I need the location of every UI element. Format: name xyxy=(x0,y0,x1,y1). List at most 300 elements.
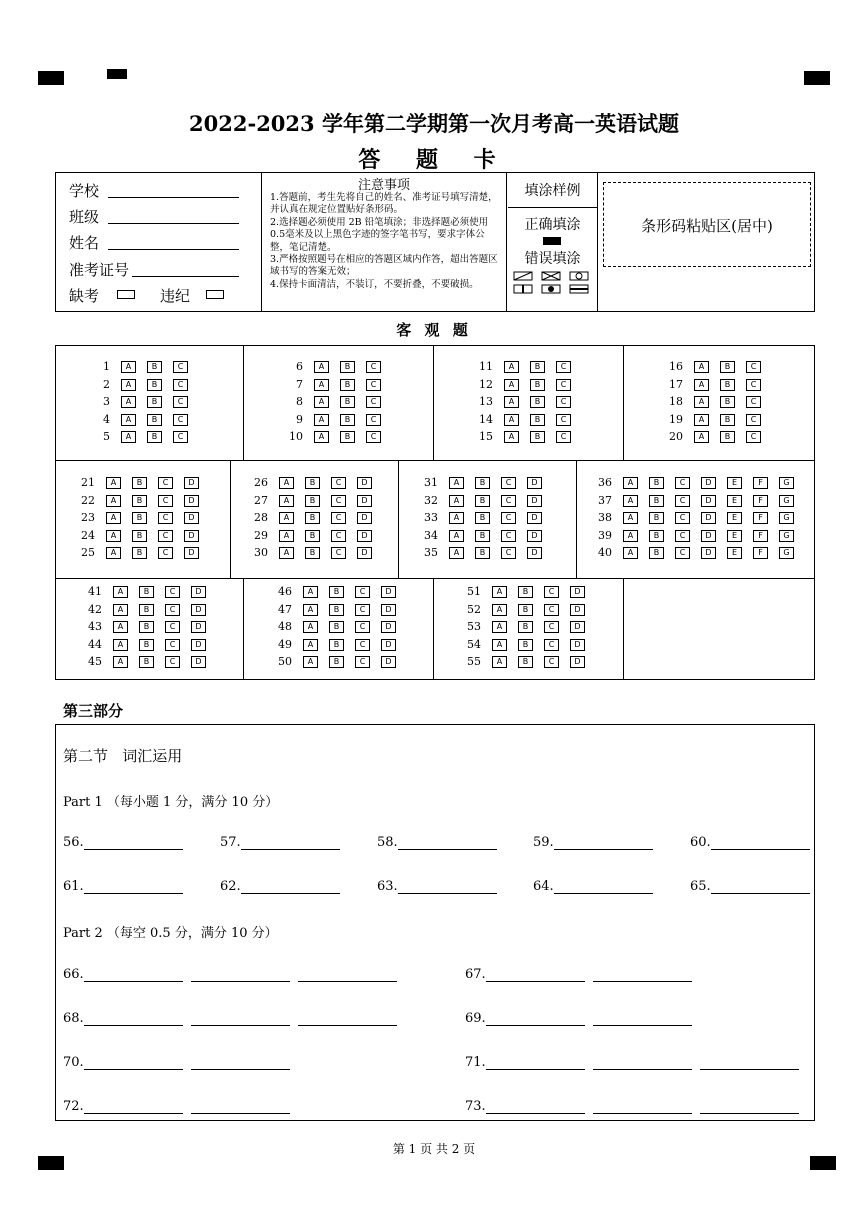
question-row xyxy=(592,529,794,547)
barcode-label: 条形码粘贴区(居中) xyxy=(641,217,773,235)
option-bubble[interactable]: D xyxy=(701,495,716,507)
question-number: 48 xyxy=(278,620,292,633)
option-bubble[interactable]: B xyxy=(329,656,344,668)
option-bubble[interactable]: D xyxy=(191,621,206,633)
option-bubble[interactable]: B xyxy=(305,477,320,489)
option-bubble[interactable]: E xyxy=(727,530,742,542)
question-row xyxy=(283,430,381,448)
answer-item xyxy=(465,967,692,982)
option-bubble[interactable]: D xyxy=(570,621,585,633)
option-bubble[interactable]: B xyxy=(139,586,154,598)
option-bubble[interactable]: C xyxy=(544,639,559,651)
option-bubble[interactable]: B xyxy=(475,477,490,489)
school-field[interactable] xyxy=(108,197,239,198)
answer-blank[interactable] xyxy=(700,1099,799,1114)
option-bubble[interactable]: B xyxy=(340,414,355,426)
option-bubble[interactable]: B xyxy=(329,586,344,598)
answer-blank[interactable] xyxy=(398,879,497,894)
answer-blank[interactable] xyxy=(84,1011,183,1026)
option-bubble[interactable]: A xyxy=(314,361,329,373)
answer-blank[interactable] xyxy=(84,967,183,982)
option-bubble[interactable]: B xyxy=(340,431,355,443)
option-bubble[interactable]: D xyxy=(357,512,372,524)
option-bubble[interactable]: A xyxy=(106,512,121,524)
answer-blank[interactable] xyxy=(593,1011,692,1026)
option-bubble[interactable]: D xyxy=(357,547,372,559)
option-bubble[interactable]: D xyxy=(191,656,206,668)
note-item: 1.答题前，考生先将自己的姓名、准考证号填写清楚，并认真在规定位置贴好条形码。 xyxy=(270,192,498,216)
option-bubble[interactable]: A xyxy=(504,431,519,443)
option-bubble[interactable]: C xyxy=(544,621,559,633)
question-row xyxy=(473,430,571,448)
question-number: 28 xyxy=(254,511,268,524)
option-bubble[interactable]: A xyxy=(623,512,638,524)
option-bubble[interactable]: D xyxy=(184,512,199,524)
option-bubble[interactable]: D xyxy=(184,495,199,507)
option-bubble[interactable]: F xyxy=(753,495,768,507)
option-bubble[interactable]: B xyxy=(132,512,147,524)
option-bubble[interactable]: F xyxy=(753,477,768,489)
option-bubble[interactable]: A xyxy=(121,379,136,391)
option-bubble[interactable]: C xyxy=(556,396,571,408)
item-number: 61. xyxy=(63,879,84,894)
option-bubble[interactable]: C xyxy=(173,361,188,373)
name-field[interactable] xyxy=(108,249,239,250)
answer-item xyxy=(63,879,183,894)
option-bubble[interactable]: B xyxy=(720,361,735,373)
option-bubble[interactable]: C xyxy=(501,512,516,524)
option-bubble[interactable]: D xyxy=(570,586,585,598)
option-bubble[interactable]: G xyxy=(779,512,794,524)
option-bubble[interactable]: C xyxy=(544,656,559,668)
question-row xyxy=(461,585,585,603)
option-bubble[interactable]: C xyxy=(675,477,690,489)
option-bubble[interactable]: C xyxy=(746,431,761,443)
page-footer: 第 1 页 共 2 页 xyxy=(392,1142,476,1156)
option-bubble[interactable]: D xyxy=(191,586,206,598)
page-title: 2022-2023 学年第二学期第一次月考高一英语试题 xyxy=(189,111,679,136)
option-bubble[interactable]: C xyxy=(675,547,690,559)
option-bubble[interactable]: C xyxy=(366,379,381,391)
option-bubble[interactable]: A xyxy=(492,621,507,633)
option-bubble[interactable]: A xyxy=(694,361,709,373)
question-row xyxy=(75,546,199,564)
option-bubble[interactable]: B xyxy=(720,431,735,443)
question-number: 32 xyxy=(424,493,438,507)
option-bubble[interactable]: C xyxy=(746,396,761,408)
option-bubble[interactable]: A xyxy=(303,656,318,668)
question-row xyxy=(248,476,372,494)
question-row xyxy=(90,430,188,448)
answer-blank[interactable] xyxy=(700,1055,799,1070)
option-bubble[interactable]: A xyxy=(492,656,507,668)
question-row xyxy=(82,620,206,638)
option-bubble[interactable]: D xyxy=(381,586,396,598)
option-bubble[interactable]: C xyxy=(366,431,381,443)
option-bubble[interactable]: B xyxy=(530,396,545,408)
option-bubble[interactable]: A xyxy=(314,414,329,426)
option-bubble[interactable]: D xyxy=(381,639,396,651)
answer-item xyxy=(465,1099,799,1114)
answer-blank[interactable] xyxy=(241,835,340,850)
option-bubble[interactable]: B xyxy=(139,621,154,633)
answer-blank[interactable] xyxy=(191,1099,290,1114)
option-bubble[interactable]: B xyxy=(139,604,154,616)
option-bubble[interactable]: C xyxy=(158,530,173,542)
option-bubble[interactable]: B xyxy=(132,495,147,507)
option-bubble[interactable]: A xyxy=(314,396,329,408)
question-row xyxy=(75,476,199,494)
option-bubble[interactable]: A xyxy=(113,604,128,616)
option-bubble[interactable]: A xyxy=(279,530,294,542)
question-row xyxy=(272,585,396,603)
option-bubble[interactable]: A xyxy=(694,414,709,426)
option-bubble[interactable]: A xyxy=(449,547,464,559)
option-bubble[interactable]: C xyxy=(165,639,180,651)
option-bubble[interactable]: D xyxy=(381,621,396,633)
option-bubble[interactable]: A xyxy=(449,477,464,489)
option-bubble[interactable]: C xyxy=(501,477,516,489)
answer-blank[interactable] xyxy=(191,1055,290,1070)
option-bubble[interactable]: D xyxy=(357,495,372,507)
objective-title: 客 观 题 xyxy=(396,321,472,339)
option-bubble[interactable]: B xyxy=(518,656,533,668)
option-bubble[interactable]: A xyxy=(314,379,329,391)
option-bubble[interactable]: A xyxy=(694,396,709,408)
option-bubble[interactable]: A xyxy=(121,361,136,373)
answer-blank[interactable] xyxy=(486,1099,585,1114)
exam-no-field[interactable] xyxy=(132,276,239,277)
option-bubble[interactable]: C xyxy=(331,530,346,542)
col-divider xyxy=(243,345,244,460)
option-bubble[interactable]: C xyxy=(746,379,761,391)
option-bubble[interactable]: A xyxy=(303,621,318,633)
option-bubble[interactable]: A xyxy=(279,495,294,507)
option-bubble[interactable]: F xyxy=(753,530,768,542)
question-row xyxy=(461,603,585,621)
answer-blank[interactable] xyxy=(711,879,810,894)
option-bubble[interactable]: C xyxy=(366,396,381,408)
answer-item xyxy=(377,835,497,850)
option-bubble[interactable]: A xyxy=(279,547,294,559)
option-bubble[interactable]: C xyxy=(158,547,173,559)
option-bubble[interactable]: E xyxy=(727,512,742,524)
option-bubble[interactable]: B xyxy=(147,361,162,373)
option-bubble[interactable]: B xyxy=(139,639,154,651)
option-bubble[interactable]: A xyxy=(121,414,136,426)
option-bubble[interactable]: B xyxy=(475,530,490,542)
option-bubble[interactable]: C xyxy=(556,414,571,426)
question-number: 21 xyxy=(81,476,95,489)
answer-blank[interactable] xyxy=(84,879,183,894)
option-bubble[interactable]: B xyxy=(340,361,355,373)
question-number: 26 xyxy=(254,476,268,489)
option-bubble[interactable]: A xyxy=(121,396,136,408)
answer-item xyxy=(220,879,340,894)
option-bubble[interactable]: A xyxy=(449,495,464,507)
option-bubble[interactable]: D xyxy=(357,530,372,542)
option-bubble[interactable]: C xyxy=(675,495,690,507)
option-bubble[interactable]: A xyxy=(113,586,128,598)
option-bubble[interactable]: A xyxy=(106,547,121,559)
option-bubble[interactable]: C xyxy=(158,477,173,489)
option-bubble[interactable]: D xyxy=(527,547,542,559)
option-bubble[interactable]: C xyxy=(355,639,370,651)
option-bubble[interactable]: D xyxy=(701,477,716,489)
row-divider xyxy=(55,460,815,461)
option-bubble[interactable]: B xyxy=(147,414,162,426)
option-bubble[interactable]: B xyxy=(147,379,162,391)
option-bubble[interactable]: D xyxy=(701,512,716,524)
option-bubble[interactable]: G xyxy=(779,495,794,507)
option-bubble[interactable]: B xyxy=(305,530,320,542)
option-bubble[interactable]: G xyxy=(779,530,794,542)
option-bubble[interactable]: B xyxy=(530,379,545,391)
option-bubble[interactable]: A xyxy=(504,361,519,373)
option-bubble[interactable]: B xyxy=(340,396,355,408)
option-bubble[interactable]: A xyxy=(106,495,121,507)
option-bubble[interactable]: B xyxy=(530,431,545,443)
option-bubble[interactable]: C xyxy=(173,431,188,443)
question-number: 25 xyxy=(81,546,95,559)
option-bubble[interactable]: A xyxy=(694,431,709,443)
option-bubble[interactable]: C xyxy=(556,379,571,391)
question-row xyxy=(248,529,372,547)
option-bubble[interactable]: B xyxy=(139,656,154,668)
option-bubble[interactable]: B xyxy=(147,396,162,408)
option-bubble[interactable]: D xyxy=(184,530,199,542)
option-bubble[interactable]: A xyxy=(492,639,507,651)
answer-blank[interactable] xyxy=(84,1055,183,1070)
answer-blank[interactable] xyxy=(241,879,340,894)
option-bubble[interactable]: B xyxy=(132,477,147,489)
violation-checkbox[interactable] xyxy=(206,290,224,299)
option-bubble[interactable]: C xyxy=(544,604,559,616)
option-bubble[interactable]: D xyxy=(184,547,199,559)
option-bubble[interactable]: C xyxy=(331,495,346,507)
option-bubble[interactable]: A xyxy=(303,639,318,651)
answer-blank[interactable] xyxy=(593,967,692,982)
option-bubble[interactable]: B xyxy=(720,396,735,408)
option-bubble[interactable]: A xyxy=(106,477,121,489)
option-bubble[interactable]: C xyxy=(331,477,346,489)
option-bubble[interactable]: B xyxy=(530,361,545,373)
option-bubble[interactable]: C xyxy=(158,495,173,507)
option-bubble[interactable]: B xyxy=(329,604,344,616)
option-bubble[interactable]: E xyxy=(727,477,742,489)
answer-blank[interactable] xyxy=(84,835,183,850)
question-number: 42 xyxy=(88,602,102,616)
class-field[interactable] xyxy=(108,223,239,224)
option-bubble[interactable]: F xyxy=(753,512,768,524)
option-bubble[interactable]: B xyxy=(649,512,664,524)
option-bubble[interactable]: B xyxy=(518,586,533,598)
option-bubble[interactable]: C xyxy=(158,512,173,524)
option-bubble[interactable]: C xyxy=(355,604,370,616)
option-bubble[interactable]: D xyxy=(570,639,585,651)
option-bubble[interactable]: D xyxy=(527,512,542,524)
answer-blank[interactable] xyxy=(84,1099,183,1114)
question-number: 10 xyxy=(289,430,303,443)
registration-mark xyxy=(107,69,127,79)
option-bubble[interactable]: A xyxy=(121,431,136,443)
option-bubble[interactable]: D xyxy=(570,656,585,668)
answer-item xyxy=(377,879,497,894)
option-bubble[interactable]: B xyxy=(530,414,545,426)
option-bubble[interactable]: C xyxy=(501,547,516,559)
option-bubble[interactable]: C xyxy=(173,414,188,426)
option-bubble[interactable]: E xyxy=(727,547,742,559)
question-row xyxy=(90,378,188,396)
option-bubble[interactable]: C xyxy=(173,379,188,391)
question-row xyxy=(418,476,542,494)
option-bubble[interactable]: A xyxy=(623,547,638,559)
option-bubble[interactable]: B xyxy=(649,477,664,489)
option-bubble[interactable]: B xyxy=(305,495,320,507)
option-bubble[interactable]: D xyxy=(701,547,716,559)
option-bubble[interactable]: D xyxy=(527,530,542,542)
option-bubble[interactable]: B xyxy=(720,414,735,426)
option-bubble[interactable]: D xyxy=(570,604,585,616)
violation-label: 违纪 xyxy=(160,287,191,305)
question-row xyxy=(592,546,794,564)
option-bubble[interactable]: A xyxy=(623,495,638,507)
answer-blank[interactable] xyxy=(486,967,585,982)
question-number: 19 xyxy=(669,412,683,426)
option-bubble[interactable]: A xyxy=(504,379,519,391)
answer-blank[interactable] xyxy=(711,835,810,850)
question-number: 16 xyxy=(669,360,683,373)
answer-blank[interactable] xyxy=(593,1099,692,1114)
option-bubble[interactable]: C xyxy=(501,495,516,507)
option-bubble[interactable]: D xyxy=(527,495,542,507)
answer-blank[interactable] xyxy=(191,967,290,982)
option-bubble[interactable]: C xyxy=(173,396,188,408)
answer-blank[interactable] xyxy=(486,1055,585,1070)
option-bubble[interactable]: B xyxy=(518,639,533,651)
option-bubble[interactable]: C xyxy=(366,414,381,426)
option-bubble[interactable]: C xyxy=(331,512,346,524)
option-bubble[interactable]: B xyxy=(305,512,320,524)
option-bubble[interactable]: B xyxy=(475,547,490,559)
option-bubble[interactable]: A xyxy=(694,379,709,391)
option-bubble[interactable]: A xyxy=(303,586,318,598)
option-bubble[interactable]: D xyxy=(527,477,542,489)
option-bubble[interactable]: A xyxy=(303,604,318,616)
option-bubble[interactable]: D xyxy=(381,656,396,668)
option-bubble[interactable]: A xyxy=(279,477,294,489)
item-number: 70. xyxy=(63,1055,84,1070)
option-bubble[interactable]: F xyxy=(753,547,768,559)
option-bubble[interactable]: C xyxy=(544,586,559,598)
option-bubble[interactable]: C xyxy=(165,621,180,633)
answer-blank[interactable] xyxy=(191,1011,290,1026)
option-bubble[interactable]: A xyxy=(623,530,638,542)
answer-blank[interactable] xyxy=(554,879,653,894)
option-bubble[interactable]: A xyxy=(106,530,121,542)
option-bubble[interactable]: B xyxy=(329,639,344,651)
option-bubble[interactable]: C xyxy=(165,656,180,668)
option-bubble[interactable]: B xyxy=(518,621,533,633)
option-bubble[interactable]: C xyxy=(366,361,381,373)
option-bubble[interactable]: A xyxy=(492,586,507,598)
option-bubble[interactable]: A xyxy=(279,512,294,524)
option-bubble[interactable]: B xyxy=(720,379,735,391)
option-bubble[interactable]: C xyxy=(556,361,571,373)
option-bubble[interactable]: G xyxy=(779,477,794,489)
option-bubble[interactable]: A xyxy=(449,530,464,542)
option-bubble[interactable]: B xyxy=(340,379,355,391)
option-bubble[interactable]: A xyxy=(113,621,128,633)
option-bubble[interactable]: C xyxy=(501,530,516,542)
option-bubble[interactable]: C xyxy=(165,586,180,598)
option-bubble[interactable]: E xyxy=(727,495,742,507)
option-bubble[interactable]: G xyxy=(779,547,794,559)
question-row xyxy=(663,378,761,396)
option-bubble[interactable]: A xyxy=(504,414,519,426)
option-bubble[interactable]: B xyxy=(147,431,162,443)
answer-blank[interactable] xyxy=(298,1011,397,1026)
answer-blank[interactable] xyxy=(298,967,397,982)
option-bubble[interactable]: C xyxy=(746,414,761,426)
option-bubble[interactable]: B xyxy=(649,530,664,542)
option-bubble[interactable]: C xyxy=(331,547,346,559)
option-bubble[interactable]: D xyxy=(701,530,716,542)
option-bubble[interactable]: C xyxy=(355,586,370,598)
option-bubble[interactable]: B xyxy=(132,547,147,559)
option-bubble[interactable]: D xyxy=(184,477,199,489)
option-bubble[interactable]: C xyxy=(355,656,370,668)
option-bubble[interactable]: B xyxy=(475,512,490,524)
option-bubble[interactable]: B xyxy=(132,530,147,542)
question-number: 34 xyxy=(424,528,438,542)
option-bubble[interactable]: C xyxy=(675,512,690,524)
option-bubble[interactable]: A xyxy=(504,396,519,408)
option-bubble[interactable]: D xyxy=(191,639,206,651)
option-bubble[interactable]: A xyxy=(113,639,128,651)
option-bubble[interactable]: A xyxy=(113,656,128,668)
option-bubble[interactable]: A xyxy=(623,477,638,489)
question-row xyxy=(461,638,585,656)
option-bubble[interactable]: B xyxy=(329,621,344,633)
question-row xyxy=(272,620,396,638)
answer-blank[interactable] xyxy=(398,835,497,850)
answer-blank[interactable] xyxy=(554,835,653,850)
option-bubble[interactable]: B xyxy=(305,547,320,559)
option-bubble[interactable]: C xyxy=(746,361,761,373)
option-bubble[interactable]: D xyxy=(381,604,396,616)
answer-blank[interactable] xyxy=(486,1011,585,1026)
option-bubble[interactable]: B xyxy=(649,495,664,507)
option-bubble[interactable]: A xyxy=(449,512,464,524)
option-bubble[interactable]: A xyxy=(314,431,329,443)
question-row xyxy=(90,360,188,378)
option-bubble[interactable]: C xyxy=(556,431,571,443)
option-bubble[interactable]: B xyxy=(649,547,664,559)
answer-blank[interactable] xyxy=(593,1055,692,1070)
option-bubble[interactable]: C xyxy=(675,530,690,542)
question-number: 3 xyxy=(103,395,110,408)
option-bubble[interactable]: D xyxy=(357,477,372,489)
question-row xyxy=(461,655,585,673)
option-bubble[interactable]: B xyxy=(518,604,533,616)
option-bubble[interactable]: B xyxy=(475,495,490,507)
absent-checkbox[interactable] xyxy=(117,290,135,299)
option-bubble[interactable]: A xyxy=(492,604,507,616)
option-bubble[interactable]: C xyxy=(165,604,180,616)
option-bubble[interactable]: C xyxy=(355,621,370,633)
option-bubble[interactable]: D xyxy=(191,604,206,616)
